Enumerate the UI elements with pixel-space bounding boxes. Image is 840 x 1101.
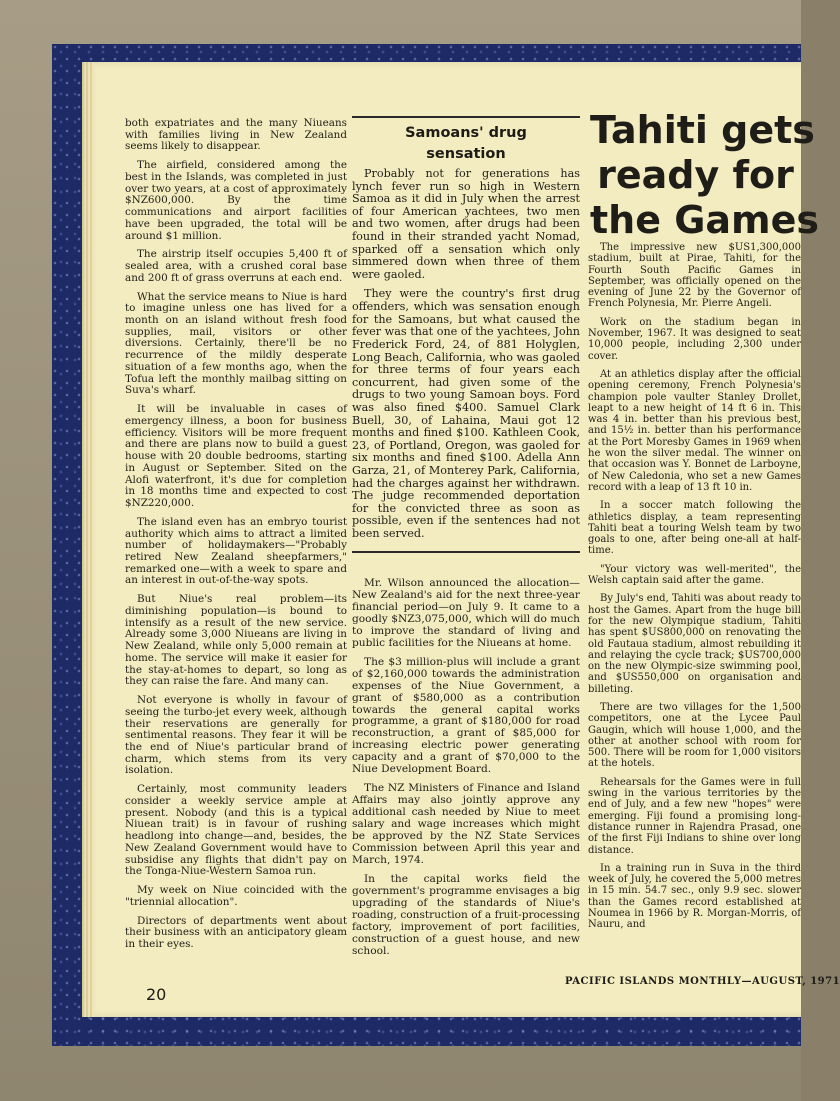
paragraph: Certainly, most community leaders consider a weekly service ample at present. Nobody (and this is a typical Niuean trait) is in favour of rushing headlong into change—and, besides, the New Zealand Government would have to subsidise any flights that didn't pay on the Tonga-Niue-Western Samoa run. [125, 783, 347, 878]
sidebar-title-line-1: Samoans' drug [405, 125, 527, 141]
headline [590, 108, 820, 243]
paragraph: "Your victory was well-merited", the Welsh captain said after the game. [588, 563, 801, 587]
paragraph: Not everyone is wholly in favour of seeing the turbo-jet every week, although their reservations are generally for sentimental reasons. They fear it will be the end of Niue's particular brand of charm, which stems from its very isolation. [125, 694, 347, 777]
running-footer: PACIFIC ISLANDS MONTHLY—AUGUST, 1971 [565, 976, 840, 987]
paragraph: They were the country's first drug offenders, which was sensation enough for the Samoans, but what caused the fever was that one of the yachtees, John Frederick Ford, 24, of 881 Holyglen, Long Beach, California, who was gaoled for three terms of four years each concurrent, had given some of the drugs to two young Samoan boys. Ford was also fined $400. Samuel Clark Buell, 30, of Lahaina, Maui got 12 months and fined $100. Kathleen Cook, 23, of Portland, Oregon, was gaoled for six months and fined $100. Adella Ann Garza, 21, of Monterey Park, California, had the charges against her withdrawn. The judge recommended deportation for the convicted three as soon as possible, even if the sentences had not been served. [352, 287, 580, 541]
paragraph: It will be invaluable in cases of emergency illness, a boon for business efficiency. Visitors will be more frequent and there are plans now to build a guest house with 20 double bedrooms, starting in August or September. Sited on the Alofi waterfront, it's due for completion in 18 months time and expected to cost $NZ220,000. [125, 403, 347, 510]
paragraph: Probably not for generations has lynch fever run so high in Western Samoa as it did in July when the arrest of four American yachtees, two men and two women, after drugs had been found in their stranded yacht Nomad, sparked off a sensation which only simmered down when three of them were gaoled. [352, 167, 580, 281]
paragraph: The NZ Ministers of Finance and Island Affairs may also jointly approve any additional cash needed by Niue to meet salary and wage increases which might be approved by the NZ State Services Commission between April this year and March, 1974. [352, 782, 580, 866]
page-number: 20 [146, 985, 167, 1004]
paragraph: both expatriates and the many Niueans with families living in New Zealand seems likely to disappear. [125, 117, 347, 153]
paragraph: What the service means to Niue is hard to imagine unless one has lived for a month on an island without fresh food supplies, mail, visitors or other diversions. Certainly, there'll be no recurrence of the mildly desperate situation of a few months ago, when the Tofua left the monthly mailbag sitting on Suva's wharf. [125, 290, 347, 397]
paragraph: The airstrip itself occupies 5,400 ft of sealed area, with a crushed coral base and 200 ft of grass overruns at each end. [125, 248, 347, 284]
paragraph: There are two villages for the 1,500 competitors, one at the Lycee Paul Gaugin, which will house 1,000, and the other at another school with room for 500. There will be room for 1,000 visitors at the hotels. [588, 701, 801, 770]
paragraph: The island even has an embryo tourist authority which aims to attract a limited number of holidaymakers—"Probably retired New Zealand sheepfarmers," remarked one—with a week to spare and an interest in out-of-the-way spots. [125, 515, 347, 587]
paragraph: Directors of departments went about their business with an anticipatory gleam in their eyes. [125, 914, 347, 950]
headline-line-1: Tahiti gets [590, 108, 815, 152]
sidebar-title-line-2: sensation [426, 146, 506, 162]
paragraph: Work on the stadium began in November, 1967. It was designed to seat 10,000 people, including 2,300 under cover. [588, 316, 801, 362]
paragraph: By July's end, Tahiti was about ready to host the Games. Apart from the huge bill for the new Olympique stadium, Tahiti has spent $US800,000 on renovating the old Fautaua stadium, almost rebuilding it and relaying the cycle track; $US700,000 on the new Olympic-size swimming pool, and $US550,000 on organisation and billeting. [588, 593, 801, 695]
headline-line-2: ready for [597, 153, 794, 197]
article-column-1 [125, 118, 347, 958]
paragraph: The $3 million-plus will include a grant of $2,160,000 towards the administration expenses of the Niue Government, a grant of $580,000 as a contribution towards the general capital works programme, a grant of $180,000 for road reconstruction, a grant of $85,000 for increasing electric power generating capacity and a grant of $70,000 to the Niue Development Board. [352, 655, 580, 776]
article-column-3 [588, 242, 801, 938]
paragraph: In a soccer match following the athletics display, a team representing Tahiti beat a touring Welsh team by two goals to one, after being one-all at half-time. [588, 500, 801, 557]
sidebar-story [352, 168, 580, 548]
paragraph: In a training run in Suva in the third week of July, he covered the 5,000 metres in 15 min. 54.7 sec., only 9.9 sec. slower than the Games record established at Noumea in 1966 by R. Morgan-Morris, of Nauru, and [588, 862, 801, 931]
paragraph: My week on Niue coincided with the "triennial allocation". [125, 884, 347, 908]
article-column-2 [352, 578, 580, 965]
sidebar-bottom-rule [352, 551, 580, 553]
paragraph: At an athletics display after the official opening ceremony, French Polynesia's champion pole vaulter Stanley Drollet, leapt to a new height of 14 ft 6 in. This was 4 in. better than his previous best, and 15½ in. better than his performance at the Port Moresby Games in 1969 when he won the silver medal. The winner on that occasion was Y. Bonnet de Larboyne, of New Caledonia, who set a new Games record with a leap of 13 ft 10 in. [588, 368, 801, 493]
page-gutter [82, 62, 94, 1017]
paragraph: Rehearsals for the Games were in full swing in the various territories by the end of July, and a few new "hopes" were emerging. Fiji found a promising long-distance runner in Rajendra Prasad, one of the first Fiji Indians to shine over long distance. [588, 776, 801, 856]
paragraph: But Niue's real problem—its diminishing population—is bound to intensify as a result of the new service. Already some 3,000 Niueans are living in New Zealand, while only 5,000 remain at home. The service will make it easier for the stay-at-homes to depart, so long as they can raise the fare. And many can. [125, 593, 347, 688]
paragraph: The airfield, considered among the best in the Islands, was completed in just over two years, at a cost of approximately $NZ600,000. By the time communications and airport facilities have been upgraded, the total will be around $1 million. [125, 159, 347, 242]
paragraph: In the capital works field the government's programme envisages a big upgrading of the standards of Niue's roading, construction of a fruit-processing factory, improvement of port facilities, construction of a guest house, and new school. [352, 872, 580, 957]
headline-line-3: the Games [590, 198, 820, 242]
sidebar-top-rule [352, 116, 580, 118]
paragraph: The impressive new $US1,300,000 stadium, built at Pirae, Tahiti, for the Fourth South Pacific Games in September, was officially opened on the evening of June 22 by the Governor of French Polynesia, Mr. Pierre Angeli. [588, 242, 801, 310]
paragraph: Mr. Wilson announced the allocation—New Zealand's aid for the next three-year financial period—on July 9. It came to a goodly $NZ3,075,000, which will do much to improve the standard of living and public facilities for the Niueans at home. [352, 577, 580, 649]
